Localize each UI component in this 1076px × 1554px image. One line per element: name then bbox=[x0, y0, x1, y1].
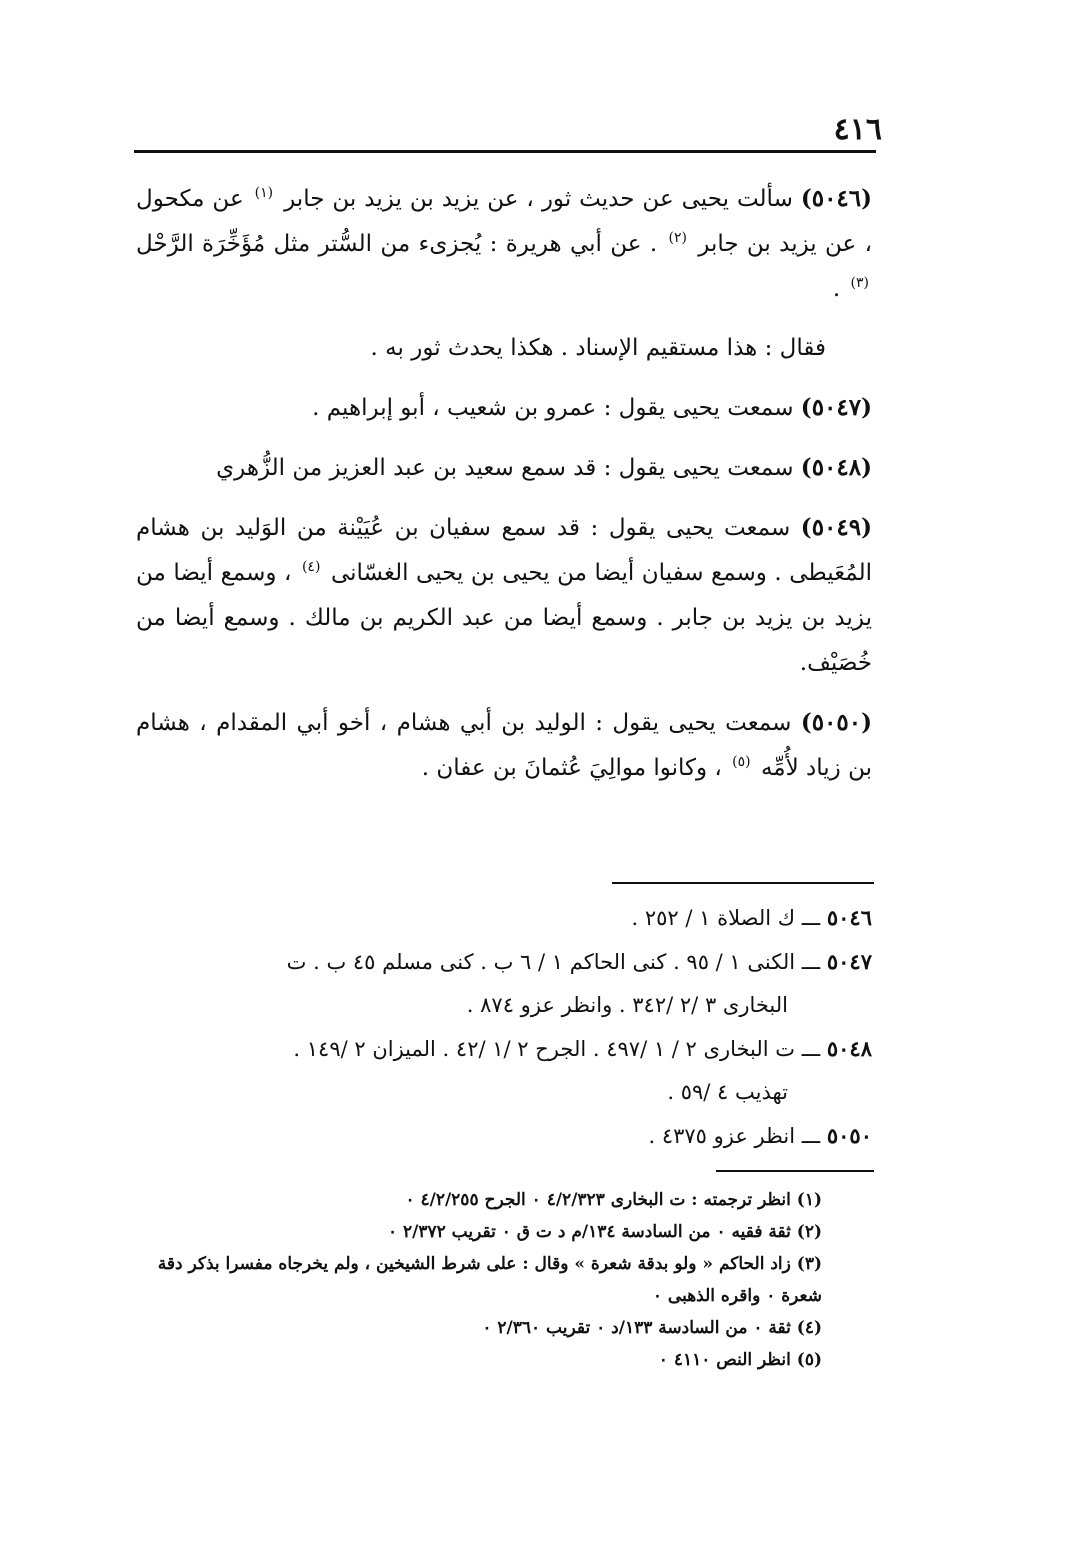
entry-number: (٥٠٤٧) bbox=[800, 394, 872, 421]
entry-text: ، وسمع أيضا من يزيد بن يزيد بن جابر . وسمع أيضا من عبد الكريم بن مالك . وسمع أيضا من خُصَيْف. bbox=[136, 560, 872, 676]
entry-text: سمعت يحيى يقول : عمرو بن شعيب ، أبو إبراهيم . bbox=[312, 395, 794, 421]
note-number: ٥٠٤٨ bbox=[826, 1036, 872, 1061]
footnote-5: (٥) انظر النص ٤١١٠ ٠ bbox=[658, 1350, 822, 1370]
entry-5048 bbox=[136, 445, 872, 491]
note-continuation: تهذيب ٤ /٥٩ . bbox=[667, 1080, 788, 1104]
note-text: ـــ ت البخارى ٢ / ١ /٤٩٧ . الجرح ٢ /١ /٤٢ . الميزان ٢ /١٤٩ . bbox=[293, 1037, 821, 1061]
footnote-ref: (٣) bbox=[850, 275, 869, 292]
footnote-3: (٣) زاد الحاكم « ولو بدقة شعرة » وقال : على شرط الشيخين ، ولم يخرجاه مفسرا بذكر دقة شعرة ٠ واقره الذهبى ٠ bbox=[157, 1254, 822, 1306]
note-text: ـــ ك الصلاة ١ / ٢٥٢ . bbox=[631, 906, 821, 930]
entry-5047 bbox=[136, 385, 872, 431]
entry-text: . bbox=[832, 276, 841, 302]
source-notes bbox=[136, 896, 872, 1158]
header-rule bbox=[134, 150, 876, 153]
note-number: ٥٠٥٠ bbox=[826, 1123, 872, 1148]
entry-text: عن مكحول ، عن يزيد بن جابر bbox=[136, 186, 873, 257]
footnote-2: (٢) ثقة فقيه ٠ من السادسة ١٣٤/م د ت ق ٠ تقريب ٢/٣٧٢ ٠ bbox=[387, 1222, 822, 1242]
entry-number: (٥٠٥٠) bbox=[800, 709, 873, 736]
entry-text: سمعت يحيى يقول : قد سمع سعيد بن عبد العزيز من الزُّهري bbox=[216, 455, 794, 481]
footnote-1: (١) انظر ترجمته : ت البخارى ٤/٢/٣٢٣ ٠ الجرح ٤/٢/٢٥٥ ٠ bbox=[405, 1190, 822, 1210]
footnote-ref: (٢) bbox=[668, 230, 687, 247]
footnote-ref: (١) bbox=[254, 185, 274, 202]
note-5046 bbox=[136, 896, 872, 940]
note-5050 bbox=[136, 1114, 872, 1158]
entry-text: فقال : هذا مستقيم الإسناد . هكذا يحدث ثور به . bbox=[370, 335, 826, 361]
entry-text: ، وكانوا موالِيَ عُثمانَ بن عفان . bbox=[421, 755, 722, 781]
notes-rule bbox=[612, 882, 874, 884]
entry-text: سمعت يحيى يقول : قد سمع سفيان بن عُيَيْنة من الوَليد بن هشام المُعَيطى . وسمع سفيان أيضا من يحيى بن يحيى الغسّانى bbox=[136, 515, 873, 586]
note-5048 bbox=[136, 1027, 872, 1114]
entry-number: (٥٠٤٩) bbox=[800, 514, 872, 541]
footnote-ref: (٥) bbox=[732, 754, 751, 771]
entry-5049 bbox=[136, 505, 872, 686]
footnotes bbox=[136, 1184, 872, 1376]
note-5047 bbox=[136, 940, 872, 1027]
entry-text: سألت يحيى عن حديث ثور ، عن يزيد بن يزيد بن جابر bbox=[284, 186, 793, 212]
entry-number: (٥٠٤٦) bbox=[800, 185, 873, 212]
note-continuation: البخارى ٣ /٢ /٣٤٢ . وانظر عزو ٨٧٤ . bbox=[466, 993, 788, 1017]
entry-5050 bbox=[136, 700, 872, 791]
footnote-ref: (٤) bbox=[301, 559, 321, 576]
footnotes-rule bbox=[716, 1170, 874, 1172]
note-text: ـــ الكنى ١ / ٩٥ . كنى الحاكم ١ / ٦ ب . كنى مسلم ٤٥ ب . ت bbox=[286, 950, 821, 974]
entry-5046 bbox=[136, 176, 872, 312]
page-number: ٤١٦ bbox=[833, 112, 882, 147]
note-text: ـــ انظر عزو ٤٣٧٥ . bbox=[648, 1124, 821, 1148]
entry-text: . عن أبي هريرة : يُجزىء من السُّتر مثل مُؤَخِّرَة الرَّحْل bbox=[136, 231, 658, 257]
entry-number: (٥٠٤٨) bbox=[800, 454, 872, 481]
footnote-4: (٤) ثقة ٠ من السادسة ١٣٣/د ٠ تقريب ٢/٣٦٠ ٠ bbox=[482, 1318, 822, 1338]
note-number: ٥٠٤٦ bbox=[826, 905, 872, 930]
entry-5046-comment bbox=[136, 326, 872, 371]
note-number: ٥٠٤٧ bbox=[826, 949, 872, 974]
main-text bbox=[136, 176, 872, 791]
entry-text: سمعت يحيى يقول : الوليد بن أبي هشام ، أخو أبي المقدام ، هشام بن زياد لأُمِّه bbox=[136, 710, 872, 781]
